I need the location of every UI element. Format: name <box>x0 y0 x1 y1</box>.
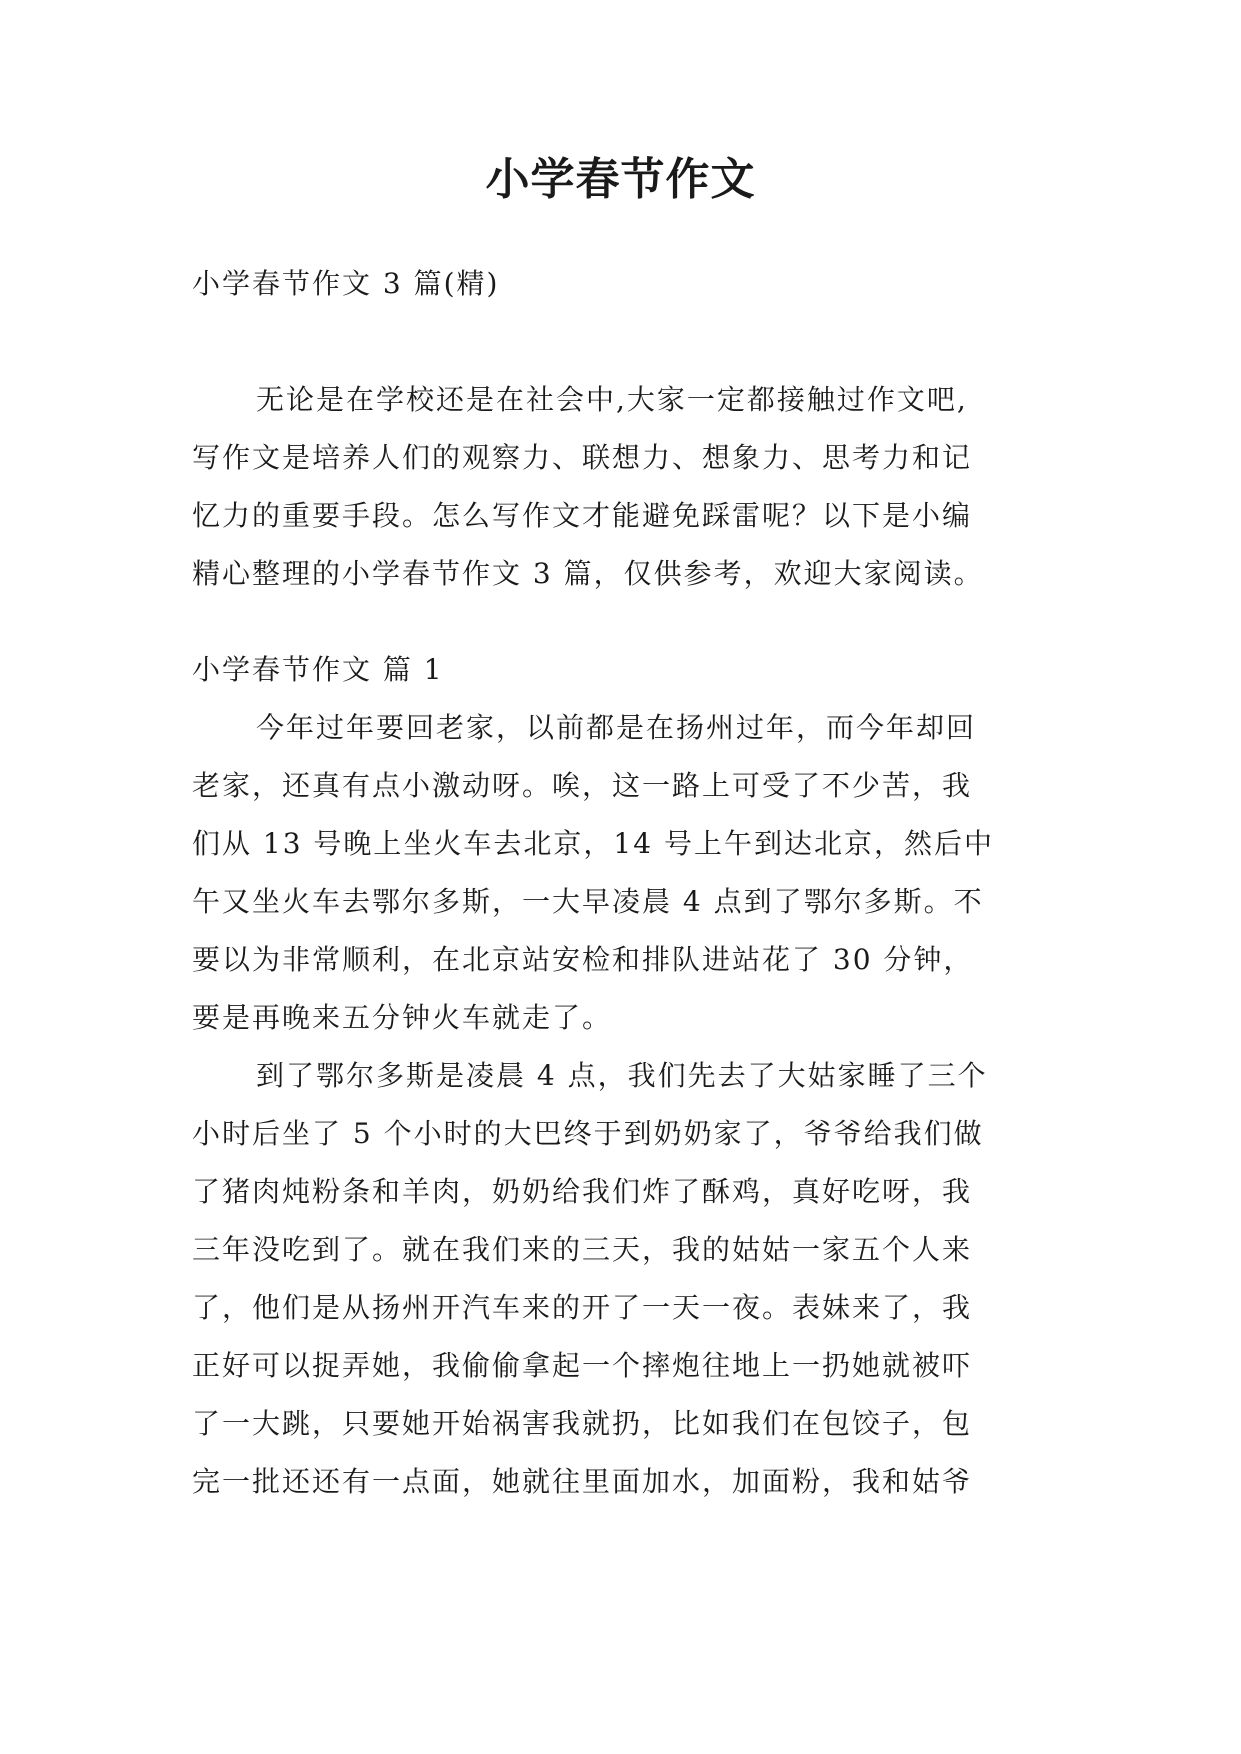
spacer <box>192 603 1062 641</box>
paragraph-line: 今年过年要回老家，以前都是在扬州过年，而今年却回 <box>256 711 977 744</box>
paragraph-line: 午又坐火车去鄂尔多斯，一大早凌晨 4 点到了鄂尔多斯。不 <box>192 885 984 918</box>
intro-line: 忆力的重要手段。怎么写作文才能避免踩雷呢？以下是小编 <box>192 499 973 532</box>
intro-line: 无论是在学校还是在社会中,大家一定都接触过作文吧, <box>256 383 968 416</box>
paragraph-line: 小时后坐了 5 个小时的大巴终于到奶奶家了，爷爷给我们做 <box>192 1117 984 1150</box>
spacer <box>192 313 1062 371</box>
paragraph-line: 到了鄂尔多斯是凌晨 4 点，我们先去了大姑家睡了三个 <box>256 1059 988 1092</box>
paragraph-line: 要是再晚来五分钟火车就走了。 <box>192 1001 613 1034</box>
document-body <box>192 255 1062 1511</box>
paragraph-line: 了，他们是从扬州开汽车来的开了一天一夜。表妹来了，我 <box>192 1291 973 1324</box>
document-subtitle: 小学春节作文 3 篇(精) <box>192 267 500 300</box>
section-heading: 小学春节作文 篇 1 <box>192 653 444 686</box>
paragraph-line: 们从 13 号晚上坐火车去北京，14 号上午到达北京，然后中 <box>192 827 994 860</box>
document-title: 小学春节作文 <box>485 154 756 205</box>
paragraph-line: 正好可以捉弄她，我偷偷拿起一个摔炮往地上一扔她就被吓 <box>192 1349 973 1382</box>
intro-line: 写作文是培养人们的观察力、联想力、想象力、思考力和记 <box>192 441 973 474</box>
paragraph-line: 三年没吃到了。就在我们来的三天，我的姑姑一家五个人来 <box>192 1233 973 1266</box>
paragraph-line: 老家，还真有点小激动呀。唉，这一路上可受了不少苦，我 <box>192 769 973 802</box>
paragraph-line: 要以为非常顺利，在北京站安检和排队进站花了 30 分钟， <box>192 943 974 976</box>
paragraph-line: 完一批还还有一点面，她就往里面加水，加面粉，我和姑爷 <box>192 1465 973 1498</box>
paragraph-line: 了一大跳，只要她开始祸害我就扔，比如我们在包饺子，包 <box>192 1407 973 1440</box>
paragraph-line: 了猪肉炖粉条和羊肉，奶奶给我们炸了酥鸡，真好吃呀，我 <box>192 1175 973 1208</box>
intro-line: 精心整理的小学春节作文 3 篇，仅供参考，欢迎大家阅读。 <box>192 557 984 590</box>
